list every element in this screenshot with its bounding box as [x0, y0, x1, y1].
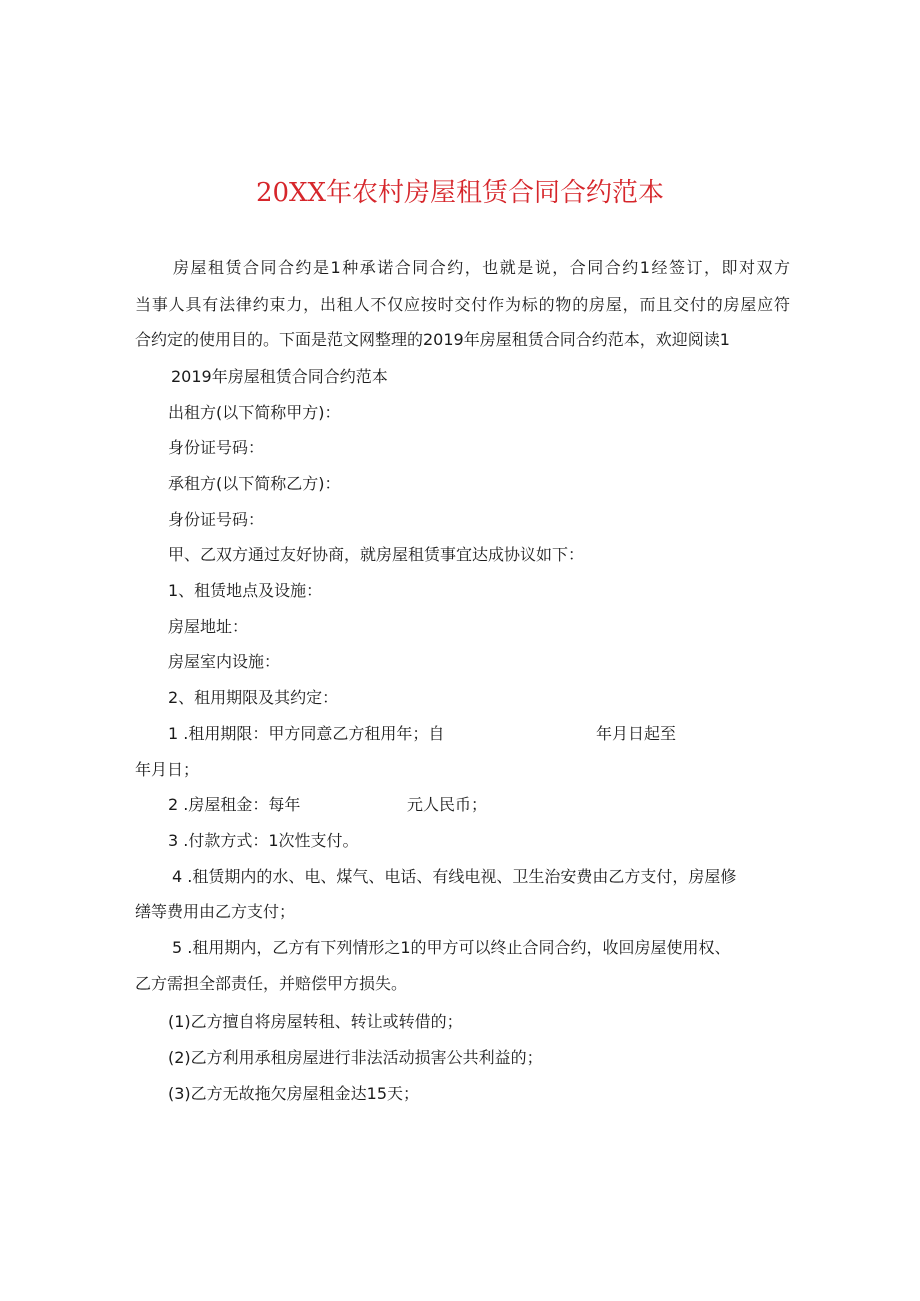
term-item-1-part-c: 年月日； [135, 760, 200, 779]
agreement-statement: 甲、乙双方通过友好协商，就房屋租赁事宜达成协议如下： [168, 545, 585, 564]
utilities-item-line-2: 缮等费用由乙方支付； [135, 902, 296, 921]
termination-sub-3: (3)乙方无故拖欠房屋租金达15天； [168, 1084, 420, 1103]
section-2-heading: 2、租用期限及其约定： [168, 688, 339, 707]
termination-item-line-1: 5 .租用期内，乙方有下列情形之1的甲方可以终止合同合约，收回房屋使用权、 [172, 938, 731, 957]
house-address-label: 房屋地址： [168, 617, 249, 636]
section-1-heading: 1、租赁地点及设施： [168, 581, 323, 600]
termination-sub-1: (1)乙方擅自将房屋转租、转让或转借的； [168, 1012, 463, 1031]
termination-sub-2: (2)乙方利用承租房屋进行非法活动损害公共利益的； [168, 1048, 543, 1067]
rent-item-part-a: 2 .房屋租金：每年 [168, 795, 301, 814]
intro-line-2: 当事人具有法律约束力，出租人不仅应按时交付作为标的物的房屋，而且交付的房屋应符 [135, 295, 790, 314]
intro-line-3: 合约定的使用目的。下面是范文网整理的2019年房屋租赁合同合约范本，欢迎阅读1 [135, 330, 730, 349]
party-b-id-label: 身份证号码： [168, 510, 265, 529]
intro-line-1: 房屋租赁合同合约是1种承诺合同合约，也就是说，合同合约1经签订，即对双方 [173, 258, 790, 277]
termination-item-line-2: 乙方需担全部责任，并赔偿甲方损失。 [135, 974, 408, 993]
party-b-label: 承租方(以下简称乙方)： [168, 474, 341, 493]
party-a-label: 出租方(以下简称甲方)： [168, 403, 341, 422]
utilities-item-line-1: 4 .租赁期内的水、电、煤气、电话、有线电视、卫生治安费由乙方支付，房屋修 [172, 867, 737, 886]
term-item-1-part-b: 年月日起至 [596, 724, 677, 743]
party-a-id-label: 身份证号码： [168, 438, 265, 457]
contract-subtitle: 2019年房屋租赁合同合约范本 [171, 367, 388, 386]
term-item-1-part-a: 1 .租用期限：甲方同意乙方租用年；自 [168, 724, 445, 743]
house-facilities-label: 房屋室内设施： [168, 652, 281, 671]
rent-item-part-b: 元人民币； [407, 795, 488, 814]
payment-item: 3 .付款方式：1次性支付。 [168, 831, 359, 850]
document-title: 20XX年农村房屋租赁合同合约范本 [255, 178, 665, 208]
